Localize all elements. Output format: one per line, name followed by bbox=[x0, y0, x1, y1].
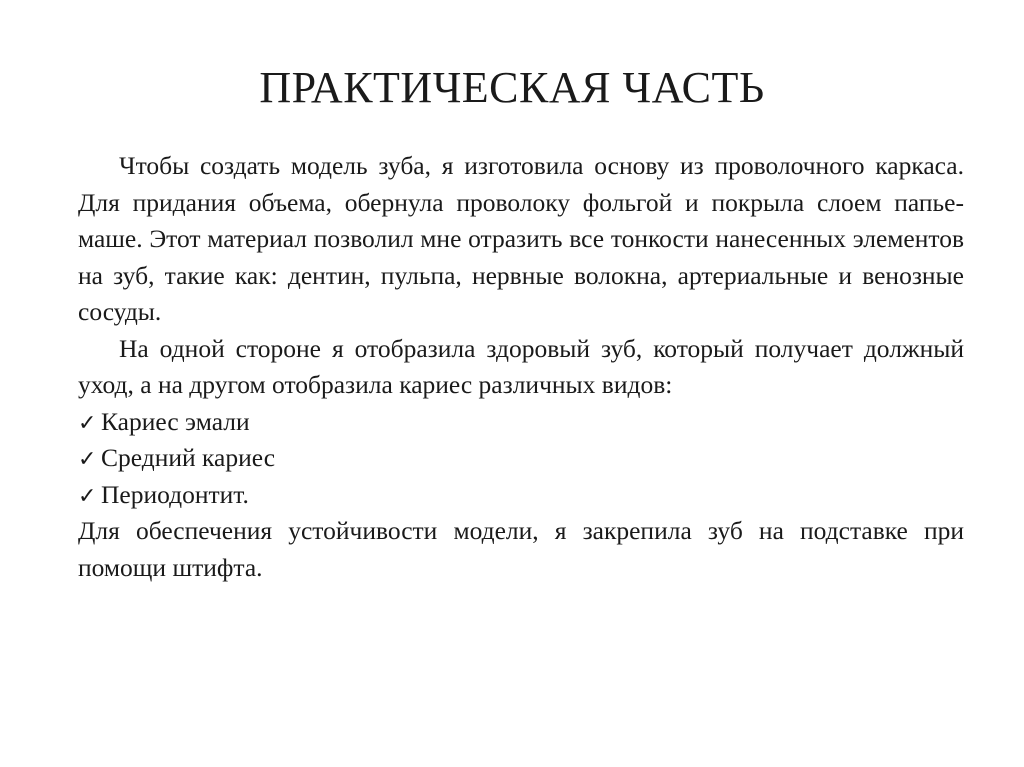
list-item bbox=[78, 404, 964, 441]
paragraph-caries-intro: На одной стороне я отобразила здоровый зуб, который получает должный уход, а на другом отобразила кариес различных видов: bbox=[78, 333, 964, 399]
checkmark-icon: ✓ bbox=[78, 447, 97, 472]
caries-types-list bbox=[78, 404, 964, 514]
checkmark-icon: ✓ bbox=[78, 483, 97, 509]
list-item-label: Периодонтит. bbox=[101, 479, 249, 509]
list-item-label: Средний кариес bbox=[101, 443, 276, 472]
checkmark-icon: ✓ bbox=[78, 410, 97, 436]
list-item bbox=[78, 477, 964, 514]
slide-body bbox=[78, 148, 964, 586]
slide-title: ПРАКТИЧЕСКАЯ ЧАСТЬ bbox=[259, 63, 765, 112]
paragraph-closing: Для обеспечения устойчивости модели, я закрепила зуб на подставке при помощи штифта. bbox=[78, 516, 964, 582]
paragraph-model-construction: Чтобы создать модель зуба, я изготовила основу из проволочного каркаса. Для придания объема, обернула проволоку фольгой и покрыла слоем папье-маше. Этот материал позволил мне отразить все тонкости нанесенных элементов на зуб, такие как: дентин, пульпа, нервные волокна, артериальные и венозные сосуды. bbox=[78, 151, 964, 326]
list-item bbox=[78, 440, 964, 477]
list-item-label: Кариес эмали bbox=[101, 406, 250, 436]
